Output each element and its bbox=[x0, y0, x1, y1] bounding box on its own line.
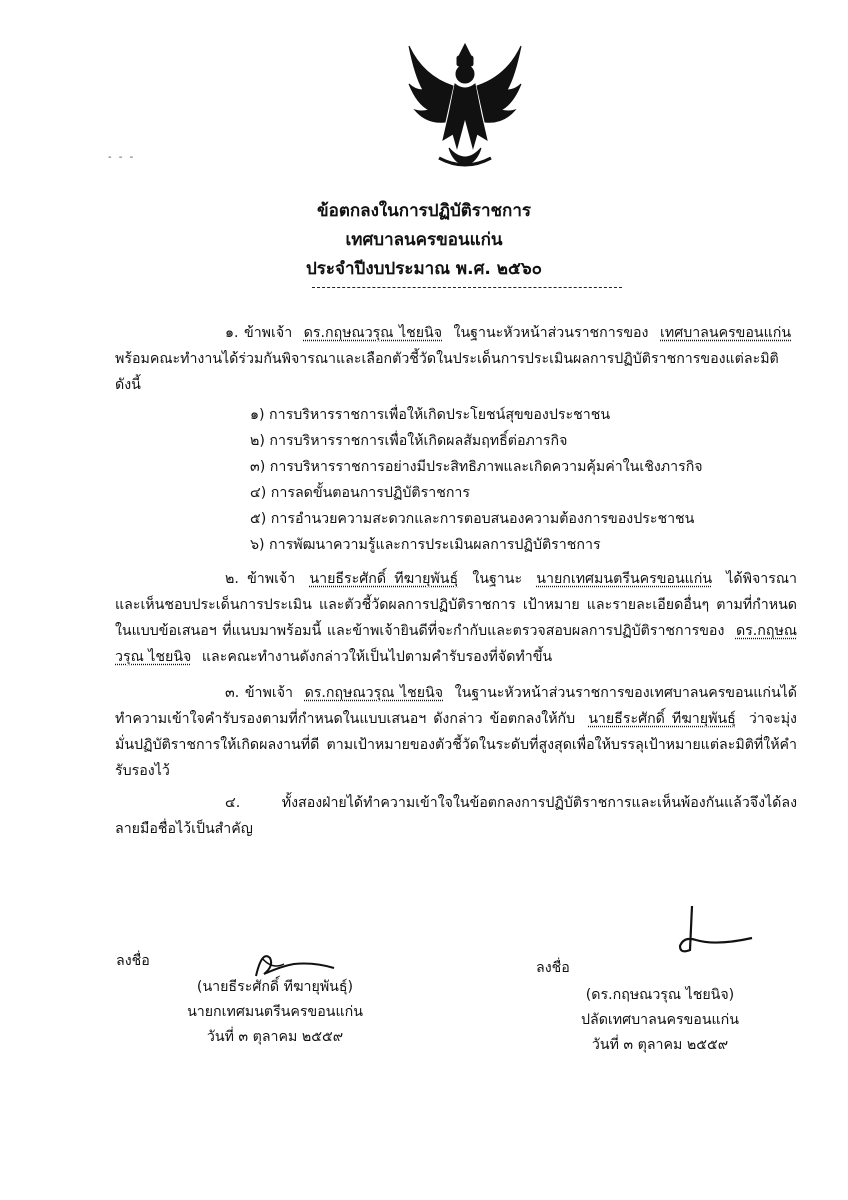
list-item: ๓) การบริหารราชการอย่างมีประสิทธิภาพและเกิดความคุ้มค่าในเชิงภารกิจ bbox=[250, 459, 703, 475]
section-3 bbox=[115, 680, 797, 784]
section-2-name-2: ดร.กฤษณวรุณ ไชยนิจ bbox=[115, 623, 797, 665]
list-item: ๖) การพัฒนาความรู้และการประเมินผลการปฏิบัติราชการ bbox=[250, 537, 601, 553]
list-item: ๒) การบริหารราชการเพื่อให้เกิดผลสัมฤทธิ์ต่อภารกิจ bbox=[250, 433, 568, 449]
right-signer-position: ปลัดเทศบาลนครขอนแก่น bbox=[581, 1012, 739, 1028]
section-3-number: ๓. bbox=[225, 685, 240, 701]
section-2-number: ๒. bbox=[225, 571, 239, 587]
section-2-text: ได้พิจารณาและเห็นชอบประเด็นการประเมิน และตัวชี้วัดผลการปฏิบัติราชการ เป้าหมาย และรายละเอียดอื่นๆ ตามที่กำหนดในแบบข้อเสนอฯ ที่แนบมาพร้อมนี้ และข้าพเจ้ายินดีที่จะกำกับและตรวจสอบผลการปฏิบัติราชการของ bbox=[115, 571, 798, 639]
title-line-2: เทศบาลนครขอนแก่น bbox=[345, 230, 503, 250]
section-2 bbox=[115, 566, 797, 670]
section-3-prefix: ข้าพเจ้า bbox=[244, 685, 293, 701]
section-3-name: ดร.กฤษณวรุณ ไชยนิจ bbox=[304, 685, 444, 701]
right-handwritten-signature-icon bbox=[672, 900, 762, 960]
section-1-org: เทศบาลนครขอนแก่น bbox=[660, 325, 792, 341]
section-2-position: นายกเทศมนตรีนครขอนแก่น bbox=[536, 571, 713, 587]
section-3-text: ในฐานะหัวหน้าส่วนราชการของเทศบาลนครขอนแก่นได้ทำความเข้าใจคำรับรองตามที่กำหนดในแบบเสนอฯ ดังกล่าว ข้อตกลงให้กับ bbox=[115, 685, 798, 727]
evaluation-dimensions-list bbox=[250, 402, 770, 558]
section-4-number: ๔. bbox=[225, 795, 241, 811]
section-4-text: ทั้งสองฝ่ายได้ทำความเข้าใจในข้อตกลงการปฏิบัติราชการและเห็นพ้องกันแล้วจึงได้ลงลายมือชื่อไว้เป็นสำคัญ bbox=[115, 795, 797, 837]
stray-mark: - - - bbox=[108, 152, 136, 163]
section-1-mid: ในฐานะหัวหน้าส่วนราชการของ bbox=[453, 325, 649, 341]
left-signer-position: นายกเทศมนตรีนครขอนแก่น bbox=[187, 1004, 363, 1020]
dashed-divider bbox=[312, 287, 622, 288]
section-1 bbox=[115, 320, 797, 398]
section-1-rest: พร้อมคณะทำงานได้ร่วมกันพิจารณาและเลือกตัวชี้วัดในประเด็นการประเมินผลการปฏิบัติราชการของแต่ละมิติ ดังนี้ bbox=[115, 351, 779, 393]
section-2-name: นายธีระศักดิ์ ทีฆายุพันธุ์ bbox=[309, 571, 459, 587]
section-2-mid: ในฐานะ bbox=[472, 571, 523, 587]
title-line-3: ประจำปีงบประมาณ พ.ศ. ๒๕๖๐ bbox=[305, 259, 542, 279]
section-3-end: ว่าจะมุ่งมั่นปฏิบัติราชการให้เกิดผลงานที่ดี ตามเป้าหมายของตัวชี้วัดในระดับที่สูงสุดเพื่อให้บรรลุเป้าหมายแต่ละมิติที่ให้คำรับรองไว้ bbox=[115, 711, 797, 779]
left-signature-label: ลงชื่อ bbox=[116, 953, 150, 969]
section-3-name-2: นายธีระศักดิ์ ทีฆายุพันธุ์ bbox=[588, 711, 736, 727]
section-1-number: ๑. bbox=[225, 325, 239, 341]
section-4 bbox=[115, 790, 797, 842]
left-signer-date: วันที่ ๓ ตุลาคม ๒๕๕๙ bbox=[206, 1029, 344, 1045]
right-signature-label: ลงชื่อ bbox=[536, 960, 570, 976]
list-item: ๕) การอำนวยความสะดวกและการตอบสนองความต้องการของประชาชน bbox=[250, 511, 695, 527]
section-1-prefix: ข้าพเจ้า bbox=[244, 325, 293, 341]
left-signature-block bbox=[150, 975, 400, 1050]
garuda-emblem-icon bbox=[405, 40, 525, 170]
right-signature-block bbox=[535, 983, 785, 1058]
left-signer-name: (นายธีระศักดิ์ ทีฆายุพันธุ์) bbox=[196, 979, 354, 995]
right-signer-date: วันที่ ๓ ตุลาคม ๒๕๕๙ bbox=[591, 1037, 729, 1053]
section-1-name: ดร.กฤษณวรุณ ไชยนิจ bbox=[303, 325, 443, 341]
list-item: ๔) การลดขั้นตอนการปฏิบัติราชการ bbox=[250, 485, 471, 501]
right-signer-name: (ดร.กฤษณวรุณ ไชยนิจ) bbox=[585, 987, 735, 1003]
list-item: ๑) การบริหารราชการเพื่อให้เกิดประโยชน์สุขของประชาชน bbox=[250, 407, 611, 423]
section-2-end: และคณะทำงานดังกล่าวให้เป็นไปตามคำรับรองที่จัดทำขึ้น bbox=[201, 649, 553, 665]
section-2-prefix: ข้าพเจ้า bbox=[247, 571, 296, 587]
title-line-1: ข้อตกลงในการปฏิบัติราชการ bbox=[317, 201, 531, 221]
